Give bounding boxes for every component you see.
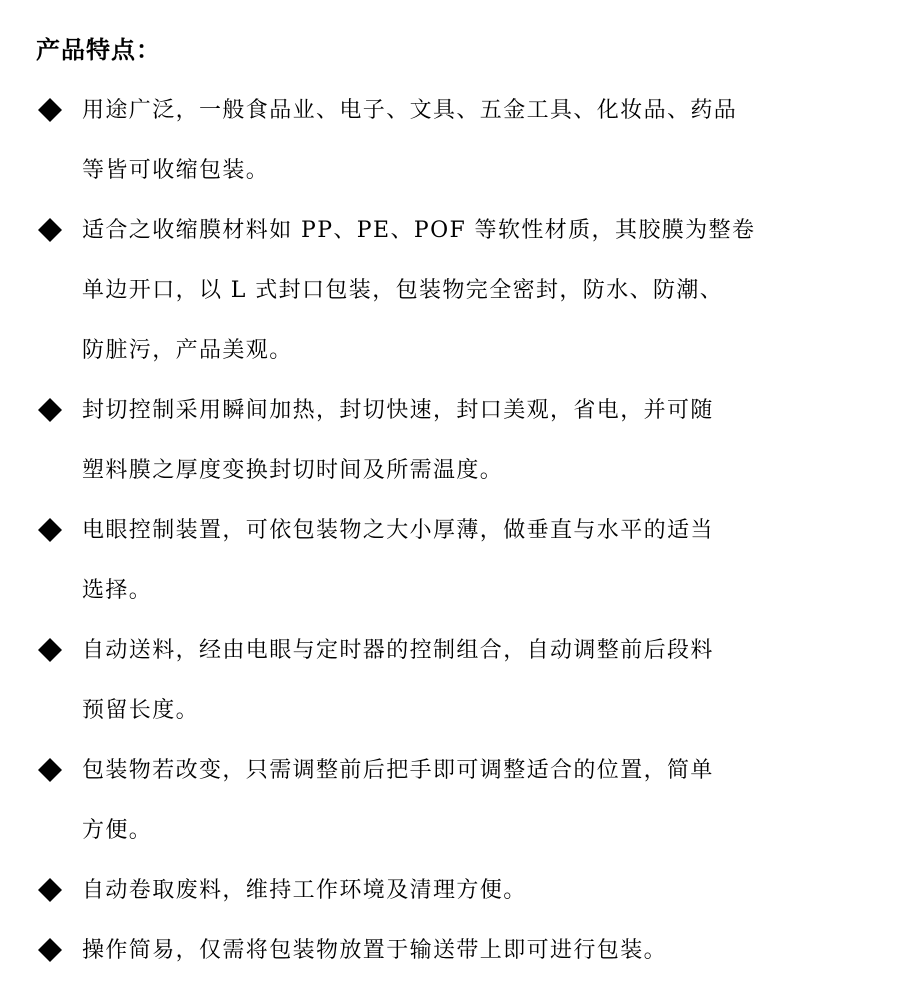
black-diamond-icon xyxy=(37,397,63,423)
feature-line: 预留长度。 xyxy=(82,698,200,723)
feature-text xyxy=(82,861,872,921)
feature-line: 用途广泛，一般食品业、电子、文具、五金工具、化妆品、药品 xyxy=(82,98,738,123)
list-item xyxy=(0,81,900,201)
feature-line: 操作简易，仅需将包装物放置于输送带上即可进行包装。 xyxy=(82,938,668,963)
black-diamond-icon xyxy=(37,877,63,903)
list-item xyxy=(0,741,900,861)
feature-line: 自动送料，经由电眼与定时器的控制组合，自动调整前后段料 xyxy=(82,638,714,663)
feature-line: 等皆可收缩包装。 xyxy=(82,158,270,183)
feature-line: 塑料膜之厚度变换封切时间及所需温度。 xyxy=(82,458,504,483)
list-item xyxy=(0,621,900,741)
feature-line: 适合之收缩膜材料如 PP、PE、POF 等软性材质，其胶膜为整卷 xyxy=(82,218,756,243)
feature-line: 包装物若改变，只需调整前后把手即可调整适合的位置，简单 xyxy=(82,758,714,783)
feature-list xyxy=(0,81,900,981)
black-diamond-icon xyxy=(37,97,63,123)
feature-line: 单边开口，以 L 式封口包装，包装物完全密封，防水、防潮、 xyxy=(82,278,724,303)
feature-text xyxy=(82,621,872,741)
feature-text xyxy=(82,81,872,201)
feature-text xyxy=(82,501,872,621)
list-item xyxy=(0,921,900,981)
feature-text xyxy=(82,921,872,981)
feature-line: 自动卷取废料，维持工作环境及清理方便。 xyxy=(82,878,527,903)
feature-text xyxy=(82,741,872,861)
feature-line: 防脏污，产品美观。 xyxy=(82,338,293,363)
feature-text xyxy=(82,201,872,381)
black-diamond-icon xyxy=(37,217,63,243)
list-item xyxy=(0,201,900,381)
feature-line: 电眼控制装置，可依包装物之大小厚薄，做垂直与水平的适当 xyxy=(82,518,714,543)
black-diamond-icon xyxy=(37,937,63,963)
black-diamond-icon xyxy=(37,517,63,543)
feature-line: 方便。 xyxy=(82,818,153,843)
black-diamond-icon xyxy=(37,757,63,783)
list-item xyxy=(0,381,900,501)
section-title: 产品特点： xyxy=(36,35,161,64)
feature-line: 选择。 xyxy=(82,578,153,603)
list-item xyxy=(0,501,900,621)
feature-line: 封切控制采用瞬间加热，封切快速，封口美观，省电，并可随 xyxy=(82,398,714,423)
feature-text xyxy=(82,381,872,501)
list-item xyxy=(0,861,900,921)
black-diamond-icon xyxy=(37,637,63,663)
